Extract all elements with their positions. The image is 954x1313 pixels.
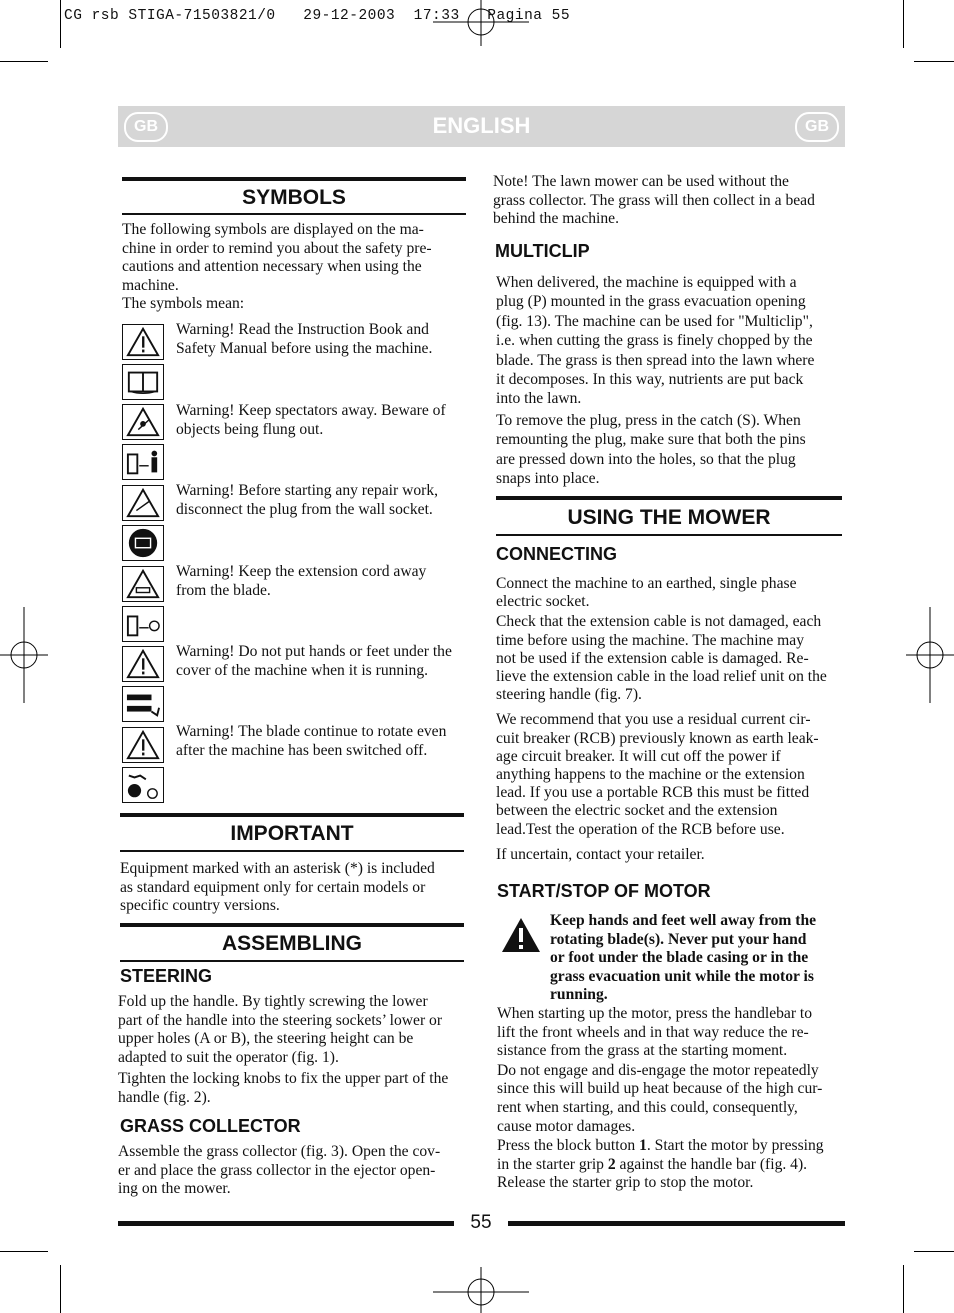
footer-rule-right <box>508 1221 845 1226</box>
keep-spectators-away-icon <box>122 444 164 480</box>
symbols-heading: SYMBOLS <box>242 186 346 209</box>
symbols-intro: The following symbols are displayed on the ma- chine in order to remind you about the safety pre- cautions and attention necessary when using the machine. The symbols mean: <box>122 221 432 313</box>
multiclip-heading: MULTICLIP <box>495 241 590 261</box>
text-run: against the handle bar (fig. 4). <box>615 1155 808 1173</box>
section-rule <box>122 213 466 215</box>
section-rule <box>120 960 464 962</box>
crop-mark <box>0 61 48 62</box>
warning-triangle-icon <box>122 646 164 682</box>
section-rule <box>122 177 466 181</box>
section-rule <box>496 496 842 500</box>
flying-objects-warning-icon <box>122 404 164 440</box>
disconnect-plug-icon <box>122 525 164 561</box>
registration-mark-bottom <box>433 1265 529 1313</box>
using-heading: USING THE MOWER <box>567 506 771 529</box>
symbol-description: Warning! Keep the extension cord away from the blade. <box>176 563 427 599</box>
section-rule <box>120 813 464 817</box>
registration-mark-left <box>0 607 48 703</box>
symbol-description: Warning! The blade continue to rotate even after the machine has been switched off. <box>176 723 447 759</box>
start-stop-heading: START/STOP OF MOTOR <box>497 881 711 901</box>
steering-heading: STEERING <box>120 966 213 986</box>
crop-mark <box>903 1265 904 1313</box>
crop-mark <box>0 1251 48 1252</box>
keep-cord-away-icon <box>122 606 164 642</box>
warning-triangle-icon <box>122 324 164 360</box>
start-stop-text: When starting up the motor, press the handlebar to lift the front wheels and in that way reduce the re- sistance from the grass at the starting moment. Do not engage and dis-engage the motor repeatedly since this will build up heat because of the high cur- rent when starting, and this could, consequently, cause motor damages. Press the block button 1. Start the motor by pressing in the starter grip 2 against the handle bar (fig. 4). Release the starter grip to stop the motor. <box>497 1005 847 1193</box>
crop-mark <box>903 0 904 48</box>
connecting-heading: CONNECTING <box>496 544 617 564</box>
connecting-text: Connect the machine to an earthed, single phase electric socket. Check that the extension cable is not damaged, each time before using the machine. The machine may not be used if the extension cable is damaged. Re- lieve the extension cable in the load relief unit on the steering handle (fig. 7). We recommend that you use a residual current cir- cuit breaker (RCB) previously known as earth leak- age circuit breaker. It will cut off the power if anything happens to the machine or the extension lead. If you use a portable RCB this must be fitted between the electric socket and the extension lead.Test the operation of the RCB before use. If uncertain, contact your retailer. <box>496 575 827 863</box>
grass-collector-heading: GRASS COLLECTOR <box>120 1116 301 1136</box>
section-rule <box>496 534 842 536</box>
gb-badge-right: GB <box>795 112 839 142</box>
important-text: Equipment marked with an asterisk (*) is included as standard equipment only for certain models or specific country versions. <box>120 860 435 915</box>
start-stop-warning: Keep hands and feet well away from the rotating blade(s). Never put your hand or foot under the blade casing or in the grass evacuation unit while the motor is running. <box>550 912 817 1004</box>
symbol-description: Warning! Keep spectators away. Beware of objects being flung out. <box>176 402 446 438</box>
text-run: in the starter grip <box>497 1155 608 1173</box>
banner-title: ENGLISH <box>432 113 531 138</box>
registration-mark-right <box>906 607 954 703</box>
crop-mark <box>60 0 61 48</box>
section-rule <box>120 850 464 852</box>
crop-mark <box>914 61 954 62</box>
note-text: Note! The lawn mower can be used without the grass collector. The grass will then collect in a bead behind the machine. <box>493 173 815 228</box>
rotating-blade-icon <box>122 767 164 803</box>
cord-warning-icon <box>122 566 164 602</box>
print-header: CG rsb STIGA-71503821/0 29-12-2003 17:33 Pagina 55 <box>64 8 571 24</box>
text-run: . Start the motor by pressing <box>646 1137 824 1155</box>
gb-badge-left: GB <box>124 112 168 142</box>
symbol-description: Warning! Do not put hands or feet under the cover of the machine when it is running. <box>176 643 452 679</box>
warning-triangle-icon <box>122 727 164 763</box>
multiclip-text: When delivered, the machine is equipped with a plug (P) mounted in the grass evacuation opening (fig. 13). The machine can be used for "Multiclip", i.e. when cutting the grass is finely chopped by the blade. The grass is then spread into the lawn where it decomposes. In this way, nutrients are put back into the lawn. To remove the plug, press in the catch (S). When remounting the plug, make sure that both the pins are pressed down into the holes, so that the plug snaps into place. <box>496 274 815 488</box>
language-banner <box>118 106 845 147</box>
warning-triangle-icon <box>500 916 542 954</box>
page-number: 55 <box>470 1212 492 1233</box>
grass-collector-text: Assemble the grass collector (fig. 3). Open the cov- er and place the grass collector in the ejector open- ing on the mower. <box>118 1143 441 1198</box>
repair-warning-icon <box>122 485 164 521</box>
steering-text: Fold up the handle. By tightly screwing the lower part of the handle into the steering sockets’ lower or upper holes (A or B), the steering height can be adapted to suit the operator (fig. 1). Tighten the locking knobs to fix the upper part of the handle (fig. 2). <box>118 993 449 1106</box>
important-heading: IMPORTANT <box>230 822 354 845</box>
text-run: Release the starter grip to stop the motor. <box>497 1174 754 1192</box>
crop-mark <box>914 1251 954 1252</box>
assembling-heading: ASSEMBLING <box>221 932 362 955</box>
text-run: Press the block button <box>497 1137 640 1155</box>
symbol-description: Warning! Before starting any repair work, disconnect the plug from the wall socket. <box>176 482 439 518</box>
start-stop-final-paragraph <box>497 1137 847 1193</box>
crop-mark <box>60 1265 61 1313</box>
instruction-book-icon <box>122 364 164 400</box>
section-rule <box>120 923 464 927</box>
bold-reference: 1 <box>639 1137 647 1155</box>
symbol-description: Warning! Read the Instruction Book and Safety Manual before using the machine. <box>176 321 433 357</box>
hands-feet-blade-icon <box>122 686 164 722</box>
footer-rule-left <box>118 1221 454 1226</box>
bold-reference: 2 <box>607 1155 616 1173</box>
